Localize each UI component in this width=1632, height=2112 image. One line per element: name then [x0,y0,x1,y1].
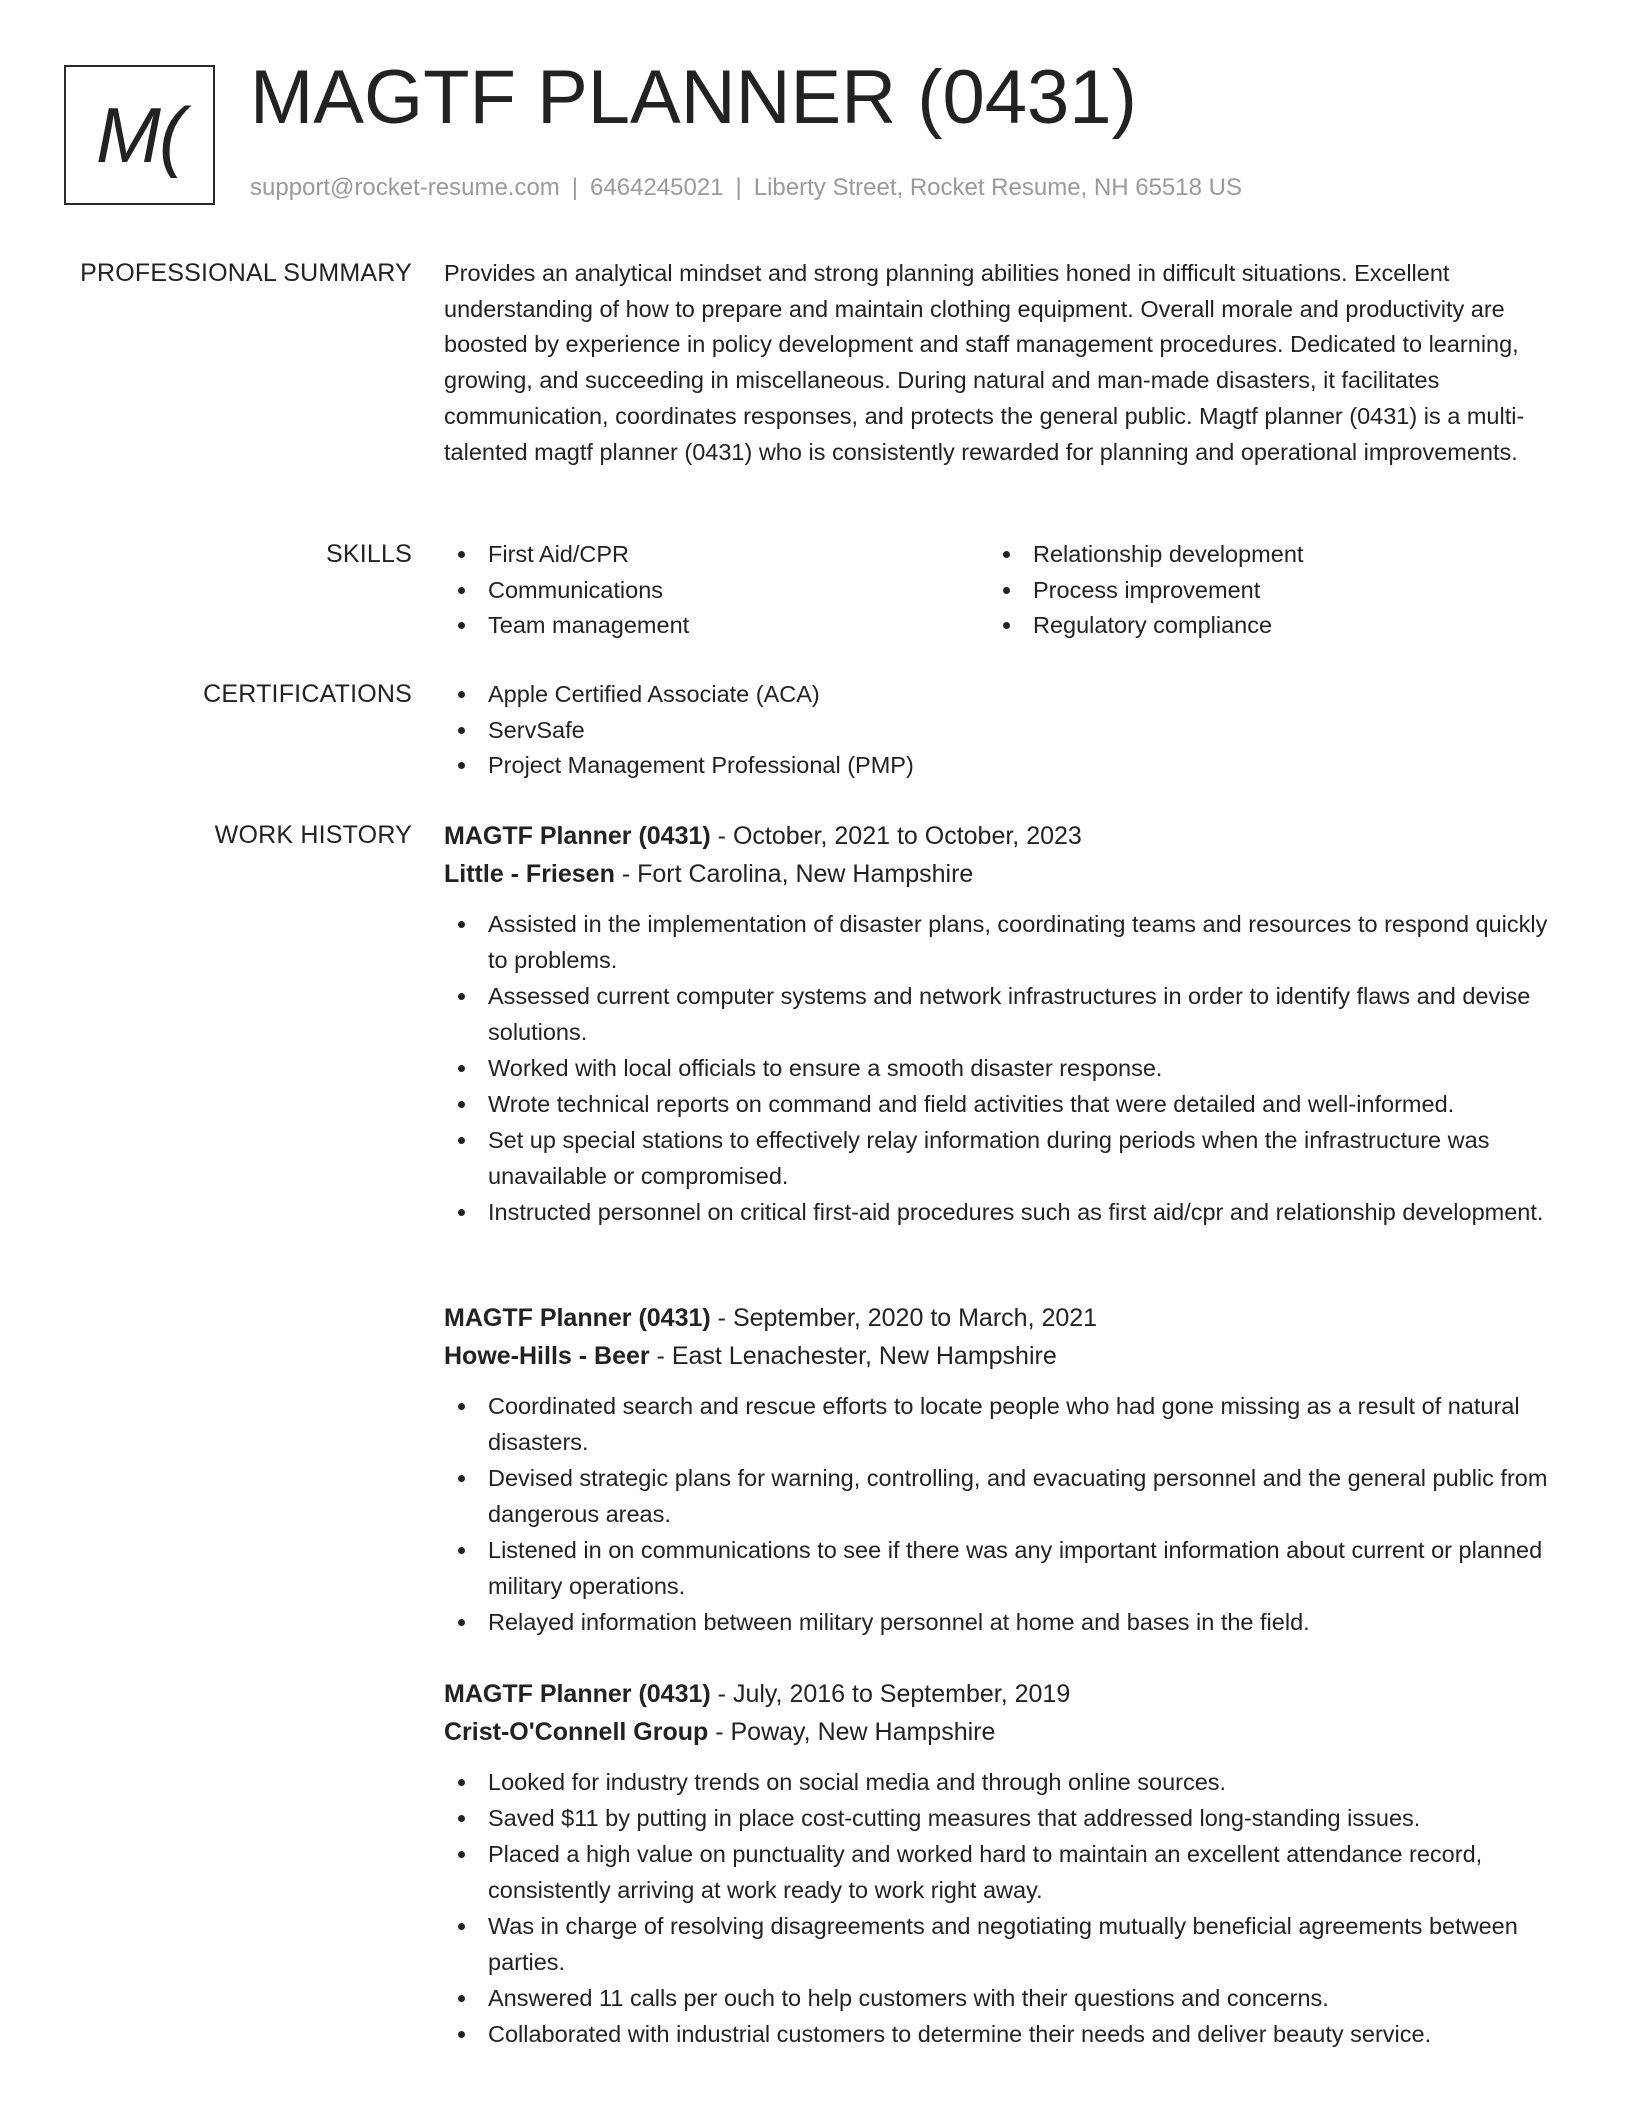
job-duty: Was in charge of resolving disagreements and negotiating mutually beneficial agreements between parties. [444,1909,1554,1980]
skill-item: Team management [444,608,989,644]
job-duty: Wrote technical reports on command and field activities that were detailed and well-informed. [444,1087,1554,1123]
contact-phone: 6464245021 [590,174,724,201]
monogram-initials: M( [96,91,183,179]
skill-item: Process improvement [989,573,1534,609]
section-title-summary: PROFESSIONAL SUMMARY [80,259,412,287]
job-entry [444,1675,1554,2054]
job-duty: Instructed personnel on critical first-aid procedures such as first aid/cpr and relationship development. [444,1195,1554,1231]
certifications-list [444,677,1554,784]
skills-list-left [444,537,989,644]
job-company: Little - Friesen [444,860,615,888]
certification-item: Project Management Professional (PMP) [444,748,1554,784]
contact-separator: | [735,174,742,201]
job-role: MAGTF Planner (0431) [444,1680,711,1708]
job-company-line [444,855,1554,893]
job-dates: - October, 2021 to October, 2023 [710,822,1082,850]
candidate-name: MAGTF PLANNER (0431) [250,55,1137,140]
contact-address: Liberty Street, Rocket Resume, NH 65518 US [753,174,1242,201]
section-title-skills: SKILLS [326,540,412,568]
skill-item: First Aid/CPR [444,537,989,573]
job-company-line [444,1713,1554,1751]
job-duty: Collaborated with industrial customers to determine their needs and deliver beauty service. [444,2017,1554,2053]
job-duty: Listened in on communications to see if there was any important information about current or planned military operations. [444,1533,1554,1604]
contact-separator: | [571,174,579,201]
job-duties-list [444,1765,1554,2053]
job-location: - Poway, New Hampshire [708,1718,996,1746]
job-duty: Set up special stations to effectively relay information during periods when the infrastructure was unavailable or compromised. [444,1123,1554,1194]
job-duty: Worked with local officials to ensure a smooth disaster response. [444,1051,1554,1087]
job-role: MAGTF Planner (0431) [444,822,711,850]
job-title-line [444,1299,1554,1337]
job-title-line [444,1675,1554,1713]
skills-list-right [989,537,1534,644]
job-dates: - September, 2020 to March, 2021 [710,1304,1098,1332]
job-duty: Devised strategic plans for warning, controlling, and evacuating personnel and the general public from dangerous areas. [444,1461,1554,1532]
skill-item: Communications [444,573,989,609]
job-duty: Assisted in the implementation of disaster plans, coordinating teams and resources to respond quickly to problems. [444,907,1554,978]
summary-text: Provides an analytical mindset and strong planning abilities honed in difficult situations. Excellent understanding of how to prepare and maintain clothing equipment. Overall morale and productivity are boosted by experience in policy development and staff management procedures. Dedicated to learning, growing, and succeeding in miscellaneous. During natural and man-made disasters, it facilitates communication, coordinates responses, and protects the general public. Magtf planner (0431) is a multi-talented magtf planner (0431) who is consistently rewarded for planning and operational improvements. [444,260,1525,465]
job-duty: Saved $11 by putting in place cost-cutting measures that addressed long-standing issues. [444,1801,1554,1837]
job-location: - Fort Carolina, New Hampshire [614,860,974,888]
job-company: Howe-Hills - Beer [444,1342,650,1370]
job-entry [444,817,1554,1231]
job-duty: Coordinated search and rescue efforts to locate people who had gone missing as a result of natural disasters. [444,1389,1554,1460]
job-duty: Relayed information between military personnel at home and bases in the field. [444,1605,1554,1641]
job-company-line [444,1337,1554,1375]
job-role: MAGTF Planner (0431) [444,1304,711,1332]
skill-item: Relationship development [989,537,1534,573]
monogram-logo [64,65,215,205]
section-title-work-history: WORK HISTORY [214,821,412,849]
job-duty: Assessed current computer systems and network infrastructures in order to identify flaws and devise solutions. [444,979,1554,1050]
job-company: Crist-O'Connell Group [444,1718,709,1746]
certification-item: ServSafe [444,713,1554,749]
skill-item: Regulatory compliance [989,608,1534,644]
job-duties-list [444,907,1554,1231]
job-location: - East Lenachester, New Hampshire [649,1342,1057,1370]
job-duty: Answered 11 calls per ouch to help customers with their questions and concerns. [444,1981,1554,2017]
job-entry [444,1299,1554,1641]
contact-email: support@rocket-resume.com [250,174,560,201]
job-dates: - July, 2016 to September, 2019 [710,1680,1071,1708]
job-duties-list [444,1389,1554,1640]
section-title-certifications: CERTIFICATIONS [203,680,412,708]
job-title-line [444,817,1554,855]
job-duty: Looked for industry trends on social media and through online sources. [444,1765,1554,1801]
certification-item: Apple Certified Associate (ACA) [444,677,1554,713]
contact-line [250,174,1242,202]
job-duty: Placed a high value on punctuality and worked hard to maintain an excellent attendance record, consistently arriving at work ready to work right away. [444,1837,1554,1908]
